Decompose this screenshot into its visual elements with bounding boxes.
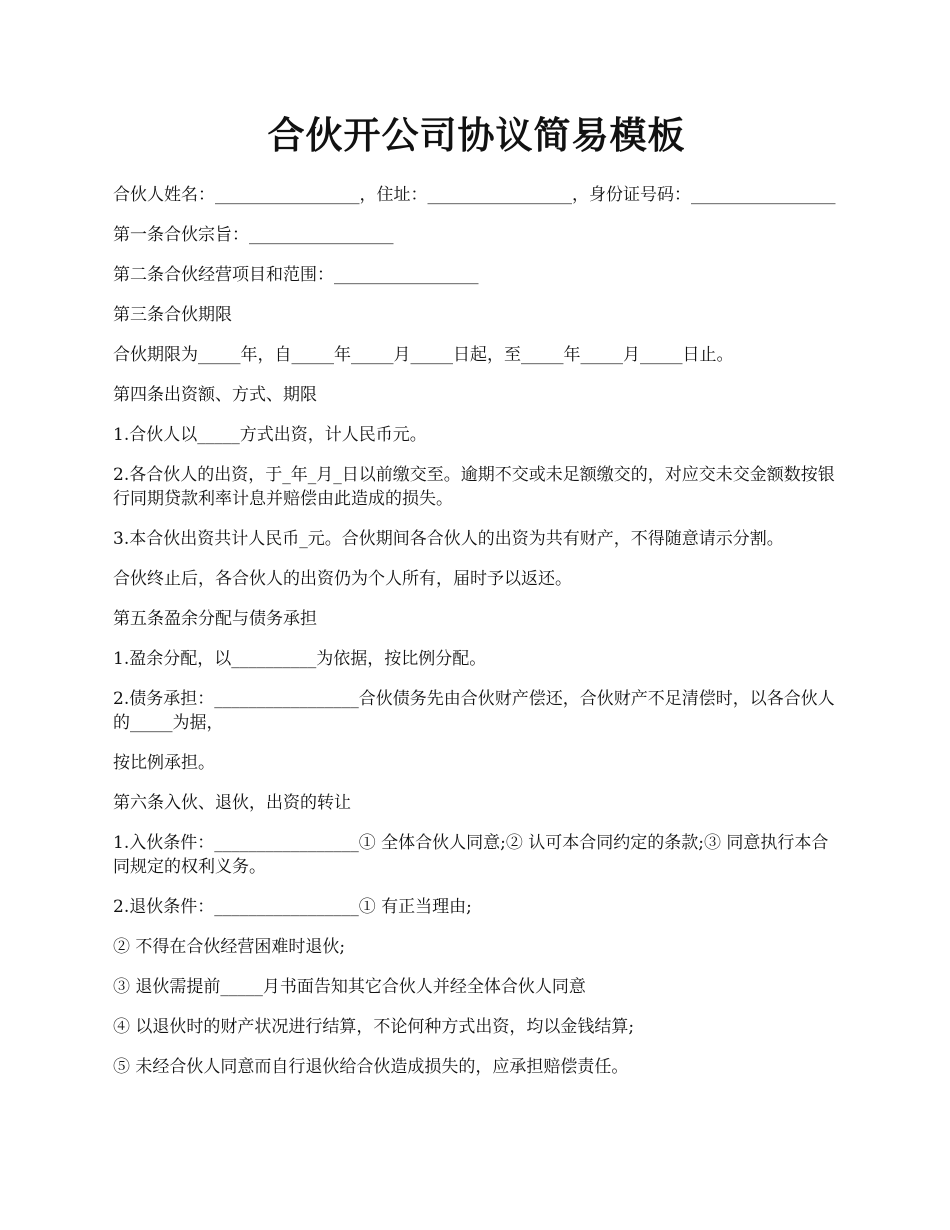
paragraph-withdraw-item-3: ③ 退伙需提前_____月书面告知其它合伙人并经全体合伙人同意 bbox=[113, 977, 586, 997]
paragraph-debt-bearing: 2.债务承担：_________________合伙债务先由合伙财产偿还，合伙财产不足清偿时，以各合伙人的_____为据， bbox=[113, 689, 835, 733]
paragraph-contribution-2: 2.各合伙人的出资，于_年_月_日以前缴交至。逾期不交或未足额缴交的，对应交未交金额数按银行同期贷款利率计息并赔偿由此造成的损失。 bbox=[113, 465, 835, 509]
paragraph-term: 合伙期限为_____年，自_____年_____月_____日起，至_____年_____月_____日止。 bbox=[113, 345, 734, 365]
paragraph-article-4-heading: 第四条出资额、方式、期限 bbox=[113, 385, 317, 405]
paragraph-withdraw-item-2: ② 不得在合伙经营困难时退伙; bbox=[113, 937, 346, 957]
paragraph-partner-info: 合伙人姓名：_________________，住址：_________________，身份证号码：_________________ bbox=[113, 185, 836, 205]
paragraph-article-1: 第一条合伙宗旨：_________________ bbox=[113, 225, 394, 245]
paragraph-withdraw-item-4: ④ 以退伙时的财产状况进行结算，不论何种方式出资，均以金钱结算; bbox=[113, 1017, 635, 1037]
paragraph-profit-distribution: 1.盈余分配，以__________为依据，按比例分配。 bbox=[113, 649, 487, 669]
paragraph-article-5-heading: 第五条盈余分配与债务承担 bbox=[113, 609, 317, 629]
paragraph-contribution-3: 3.本合伙出资共计人民币_元。合伙期间各合伙人的出资为共有财产，不得随意请示分割。 bbox=[113, 529, 784, 549]
paragraph-article-2: 第二条合伙经营项目和范围：_________________ bbox=[113, 265, 479, 285]
paragraph-termination-return: 合伙终止后，各合伙人的出资仍为个人所有，届时予以返还。 bbox=[113, 569, 572, 589]
paragraph-contribution-1: 1.合伙人以_____方式出资，计人民币元。 bbox=[113, 425, 427, 445]
paragraph-withdraw-item-5: ⑤ 未经合伙人同意而自行退伙给合伙造成损失的，应承担赔偿责任。 bbox=[113, 1057, 629, 1077]
paragraph-article-3-heading: 第三条合伙期限 bbox=[113, 305, 232, 325]
document-title: 合伙开公司协议简易模板 bbox=[267, 113, 686, 157]
document-page bbox=[113, 0, 840, 1079]
paragraph-join-conditions: 1.入伙条件：_________________① 全体合伙人同意;② 认可本合同约定的条款;③ 同意执行本合同规定的权利义务。 bbox=[113, 833, 829, 877]
paragraph-article-6-heading: 第六条入伙、退伙，出资的转让 bbox=[113, 793, 351, 813]
paragraph-debt-proportion: 按比例承担。 bbox=[113, 753, 215, 773]
paragraph-withdraw-conditions: 2.退伙条件：_________________① 有正当理由; bbox=[113, 897, 472, 917]
